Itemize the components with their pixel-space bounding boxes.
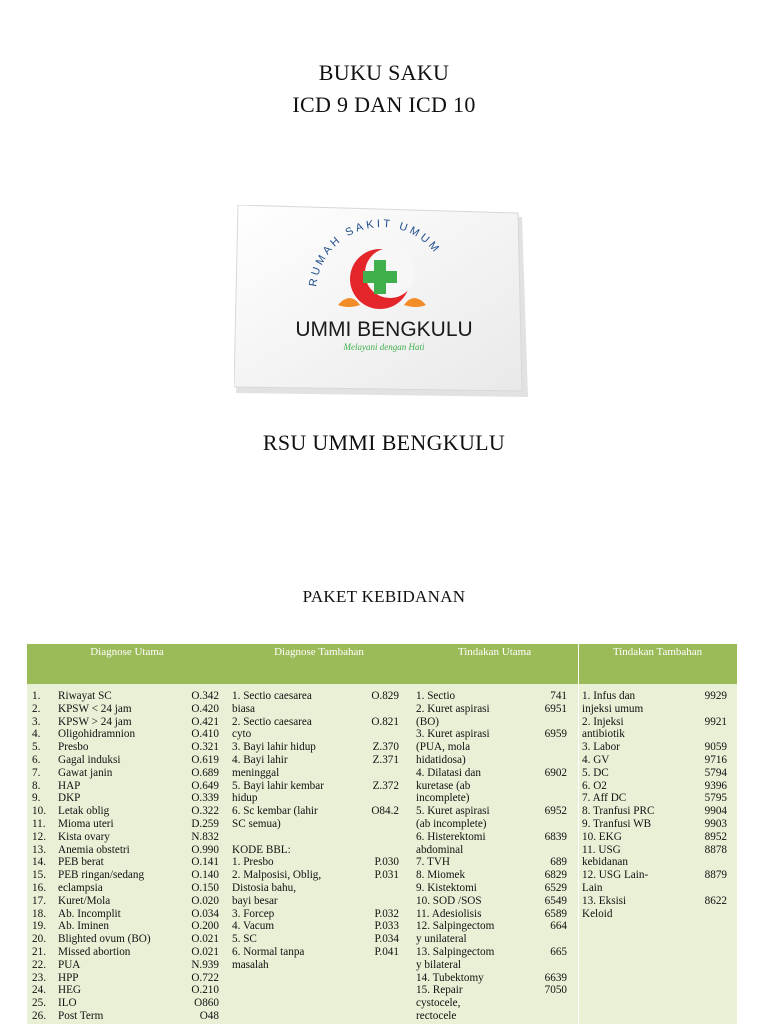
diagnosis-label: Kista ovary [58, 830, 110, 843]
list-item: 1. Sectio caesarea [232, 690, 312, 702]
diagnosis-label: Missed abortion [58, 946, 131, 958]
icd10-code: O.689 [191, 766, 219, 779]
list-item: 6. Sc kembar (lahir [232, 805, 318, 818]
code-value: P.033 [374, 920, 399, 933]
list-item: 1. Sectio [416, 690, 456, 702]
code-value: 6902 [544, 766, 567, 779]
icd10-code: O.321 [191, 741, 219, 754]
icd10-code: O48 [199, 1010, 219, 1022]
row-number: 3. [32, 715, 41, 728]
list-item: incomplete) [416, 792, 470, 805]
list-item: 2. Injeksi [582, 715, 624, 728]
list-item: 12. Salpingectom [416, 920, 495, 933]
diagnosis-label: Blighted ovum (BO) [58, 933, 151, 946]
diagnosis-label: KPSW < 24 jam [58, 702, 132, 715]
list-item: 9. Tranfusi WB [582, 818, 652, 830]
code-value: 6549 [544, 894, 567, 907]
list-item: 14. Tubektomy [416, 971, 484, 984]
list-item: y bilateral [416, 958, 462, 971]
hospital-name: RSU UMMI BENGKULU [262, 430, 506, 455]
list-item: 10. EKG [582, 830, 622, 843]
list-item: kuretase (ab [416, 779, 471, 792]
row-number: 11. [32, 818, 46, 830]
list-item: 12. USG Lain- [582, 869, 649, 882]
row-number: 8. [32, 779, 41, 792]
diagnosis-label: Ab. Incomplit [58, 907, 121, 920]
diagnosis-label: DKP [58, 792, 81, 805]
diagnosis-label: Ab. Iminen [58, 920, 109, 933]
code-value: 5795 [704, 792, 727, 805]
list-item: Lain [582, 882, 603, 894]
logo-name: UMMI BENGKULU [295, 318, 473, 341]
code-value: 689 [550, 856, 567, 869]
code-value: 665 [550, 946, 567, 958]
list-item: hidup [232, 792, 258, 805]
list-item: 11. USG [582, 843, 621, 856]
code-value: P.041 [374, 946, 399, 958]
list-item: Keloid [582, 907, 613, 920]
list-item: 4. Dilatasi dan [416, 766, 481, 779]
list-item: abdominal [416, 843, 464, 856]
row-number: 21. [32, 946, 46, 958]
diagnosis-label: ILO [58, 997, 77, 1010]
row-number: 7. [32, 766, 41, 779]
code-value: 9059 [704, 741, 727, 754]
diagnosis-label: HPP [58, 971, 79, 984]
list-item: injeksi umum [582, 702, 644, 715]
list-item: 5. Kuret aspirasi [416, 805, 490, 818]
icd-table [27, 644, 737, 1024]
icd10-code: O860 [194, 997, 219, 1010]
diagnosis-label: Riwayat SC [58, 690, 112, 702]
list-item: antibiotik [582, 728, 625, 741]
list-item: (BO) [416, 715, 439, 728]
code-value: Z.370 [372, 741, 399, 754]
icd10-code: O.619 [191, 754, 219, 766]
row-number: 2. [32, 702, 41, 715]
list-item: 9. Kistektomi [416, 882, 477, 894]
icd10-code: O.342 [191, 690, 219, 702]
code-value: P.034 [374, 933, 399, 946]
list-item: 5. DC [582, 766, 609, 779]
code-value: 6952 [544, 805, 567, 818]
list-item: 13. Eksisi [582, 894, 627, 907]
list-item: 1. Presbo [232, 856, 274, 869]
row-number: 14. [32, 856, 46, 869]
row-number: 9. [32, 792, 41, 805]
icd10-code: D.259 [191, 818, 219, 830]
code-value: 8622 [704, 894, 727, 907]
code-value: 8952 [704, 830, 727, 843]
row-number: 22. [32, 958, 46, 971]
list-item: 2. Malposisi, Oblig, [232, 869, 322, 882]
code-value: 6951 [544, 702, 567, 715]
diagnosis-label: eclampsia [58, 882, 103, 894]
list-item: 4. Bayi lahir [232, 754, 288, 766]
code-value: O84.2 [371, 805, 399, 818]
header-diagnose-tambahan: Diagnose Tambahan [274, 646, 364, 658]
code-value: 9396 [704, 779, 727, 792]
row-number: 17. [32, 894, 46, 907]
code-value: 9716 [704, 754, 727, 766]
row-number: 24. [32, 984, 46, 997]
list-item: 15. Repair [416, 984, 463, 997]
row-number: 26. [32, 1010, 46, 1022]
list-item: 4. GV [582, 754, 610, 766]
row-number: 25. [32, 997, 46, 1010]
code-value: 6639 [544, 971, 567, 984]
code-value: 6959 [544, 728, 567, 741]
row-number: 6. [32, 754, 41, 766]
code-value: O.821 [371, 715, 399, 728]
row-number: 23. [32, 971, 46, 984]
icd10-code: O.020 [191, 894, 219, 907]
icd10-code: O.421 [191, 715, 219, 728]
code-value: O.829 [371, 690, 399, 702]
list-item: 4. Vacum [232, 920, 275, 933]
icd10-code: O.141 [191, 856, 219, 869]
code-value: 8878 [704, 843, 727, 856]
list-item: 5. Bayi lahir kembar [232, 779, 324, 792]
icd10-code: O.200 [191, 920, 219, 933]
list-item: 7. Aff DC [582, 792, 627, 805]
list-item: 2. Kuret aspirasi [416, 702, 490, 715]
icd10-code: O.420 [191, 702, 219, 715]
code-value: P.032 [374, 907, 399, 920]
row-number: 10. [32, 805, 46, 818]
list-item: 3. Kuret aspirasi [416, 728, 490, 741]
diagnosis-label: Anemia obstetri [58, 843, 130, 856]
row-number: 4. [32, 728, 41, 741]
list-item: hidatidosa) [416, 754, 466, 766]
diagnosis-label: PEB berat [58, 856, 104, 869]
list-item: cystocele, [416, 997, 461, 1010]
diagnosis-label: Letak oblig [58, 805, 110, 818]
list-item: 10. SOD /SOS [416, 894, 482, 907]
list-item: 13. Salpingectom [416, 946, 495, 958]
icd10-code: O.322 [191, 805, 219, 818]
code-value: 664 [550, 920, 567, 933]
code-value: 6839 [544, 830, 567, 843]
code-value: 6529 [544, 882, 567, 894]
icd10-code: N.832 [191, 830, 219, 843]
row-number: 15. [32, 869, 46, 882]
list-item: 3. Labor [582, 741, 620, 754]
table-header [27, 644, 737, 684]
diagnosis-label: Presbo [58, 741, 89, 754]
list-item: 3. Forcep [232, 907, 275, 920]
code-value: 9903 [704, 818, 727, 830]
code-value: 6589 [544, 907, 567, 920]
diagnosis-label: Kuret/Mola [58, 894, 111, 907]
icd10-code: O.990 [191, 843, 219, 856]
row-number: 18. [32, 907, 46, 920]
list-item: 6. Histerektomi [416, 830, 486, 843]
row-number: 19. [32, 920, 46, 933]
header-tindakan-utama: Tindakan Utama [457, 646, 532, 658]
diagnosis-label: Oligohidramnion [58, 728, 136, 741]
list-item: 7. TVH [416, 856, 450, 869]
code-value: Z.372 [372, 779, 399, 792]
code-value: 5794 [704, 766, 727, 779]
list-item: kebidanan [582, 856, 628, 869]
icd10-code: O.021 [191, 946, 219, 958]
list-item: 8. Tranfusi PRC [582, 805, 655, 818]
list-item: 5. SC [232, 933, 257, 946]
diagnosis-label: Post Term [58, 1010, 104, 1022]
list-item: meninggal [232, 766, 280, 779]
code-value: 9929 [704, 690, 727, 702]
diagnosis-label: Gagal induksi [58, 754, 121, 766]
icd10-code: O.210 [191, 984, 219, 997]
header-tindakan-tambahan: Tindakan Tambahan [612, 646, 703, 658]
list-item: masalah [232, 958, 269, 971]
code-value: 6829 [544, 869, 567, 882]
list-item: 11. Adesiolisis [416, 907, 482, 920]
list-item: y unilateral [416, 933, 467, 946]
section-title: PAKET KEBIDANAN [302, 587, 466, 606]
icd10-code: O.410 [191, 728, 219, 741]
list-item: KODE BBL: [232, 843, 291, 856]
diagnosis-label: KPSW > 24 jam [58, 715, 132, 728]
code-value: 7050 [544, 984, 567, 997]
list-item: biasa [232, 702, 255, 715]
code-value: 741 [550, 690, 567, 702]
hospital-logo [234, 205, 530, 401]
list-item: 6. O2 [582, 779, 607, 792]
row-number: 13. [32, 843, 46, 856]
logo-tagline: Melayani dengan Hati [343, 342, 425, 352]
row-number: 20. [32, 933, 46, 946]
book-title: BUKU SAKU [318, 60, 450, 85]
diagnosis-label: HEG [58, 984, 81, 997]
list-item: rectocele [416, 1010, 457, 1022]
icd10-code: O.150 [191, 882, 219, 894]
icd10-code: O.339 [191, 792, 219, 805]
list-item: (ab incomplete) [416, 818, 487, 830]
header-diagnose-utama: Diagnose Utama [90, 646, 164, 658]
row-number: 16. [32, 882, 46, 894]
icd10-code: O.722 [191, 971, 219, 984]
code-value: P.030 [374, 856, 399, 869]
logo-arc-text: RUMAH SAKIT UMUM [307, 217, 443, 288]
list-item: Distosia bahu, [232, 882, 297, 894]
code-value: 9904 [704, 805, 727, 818]
diagnosis-label: HAP [58, 779, 81, 792]
list-item: 2. Sectio caesarea [232, 715, 312, 728]
row-number: 12. [32, 830, 46, 843]
list-item: 8. Miomek [416, 869, 466, 882]
list-item: 6. Normal tanpa [232, 946, 305, 958]
diagnosis-label: Mioma uteri [58, 818, 114, 830]
diagnosis-label: Gawat janin [58, 766, 113, 779]
icd10-code: O.649 [191, 779, 219, 792]
row-number: 5. [32, 741, 41, 754]
icd10-code: O.140 [191, 869, 219, 882]
list-item: SC semua) [232, 818, 281, 830]
diagnosis-label: PUA [58, 958, 81, 971]
diagnosis-label: PEB ringan/sedang [58, 869, 145, 882]
row-number: 1. [32, 690, 41, 702]
list-item: (PUA, mola [416, 741, 471, 754]
list-item: bayi besar [232, 894, 278, 907]
code-value: Z.371 [372, 754, 399, 766]
icd10-code: N.939 [191, 958, 219, 971]
book-subtitle: ICD 9 DAN ICD 10 [292, 92, 476, 117]
code-value: P.031 [374, 869, 399, 882]
code-value: 9921 [704, 715, 727, 728]
icd10-code: O.034 [191, 907, 219, 920]
icd10-code: O.021 [191, 933, 219, 946]
list-item: 3. Bayi lahir hidup [232, 741, 316, 754]
code-value: 8879 [704, 869, 727, 882]
list-item: cyto [232, 728, 252, 741]
list-item: 1. Infus dan [582, 690, 636, 702]
